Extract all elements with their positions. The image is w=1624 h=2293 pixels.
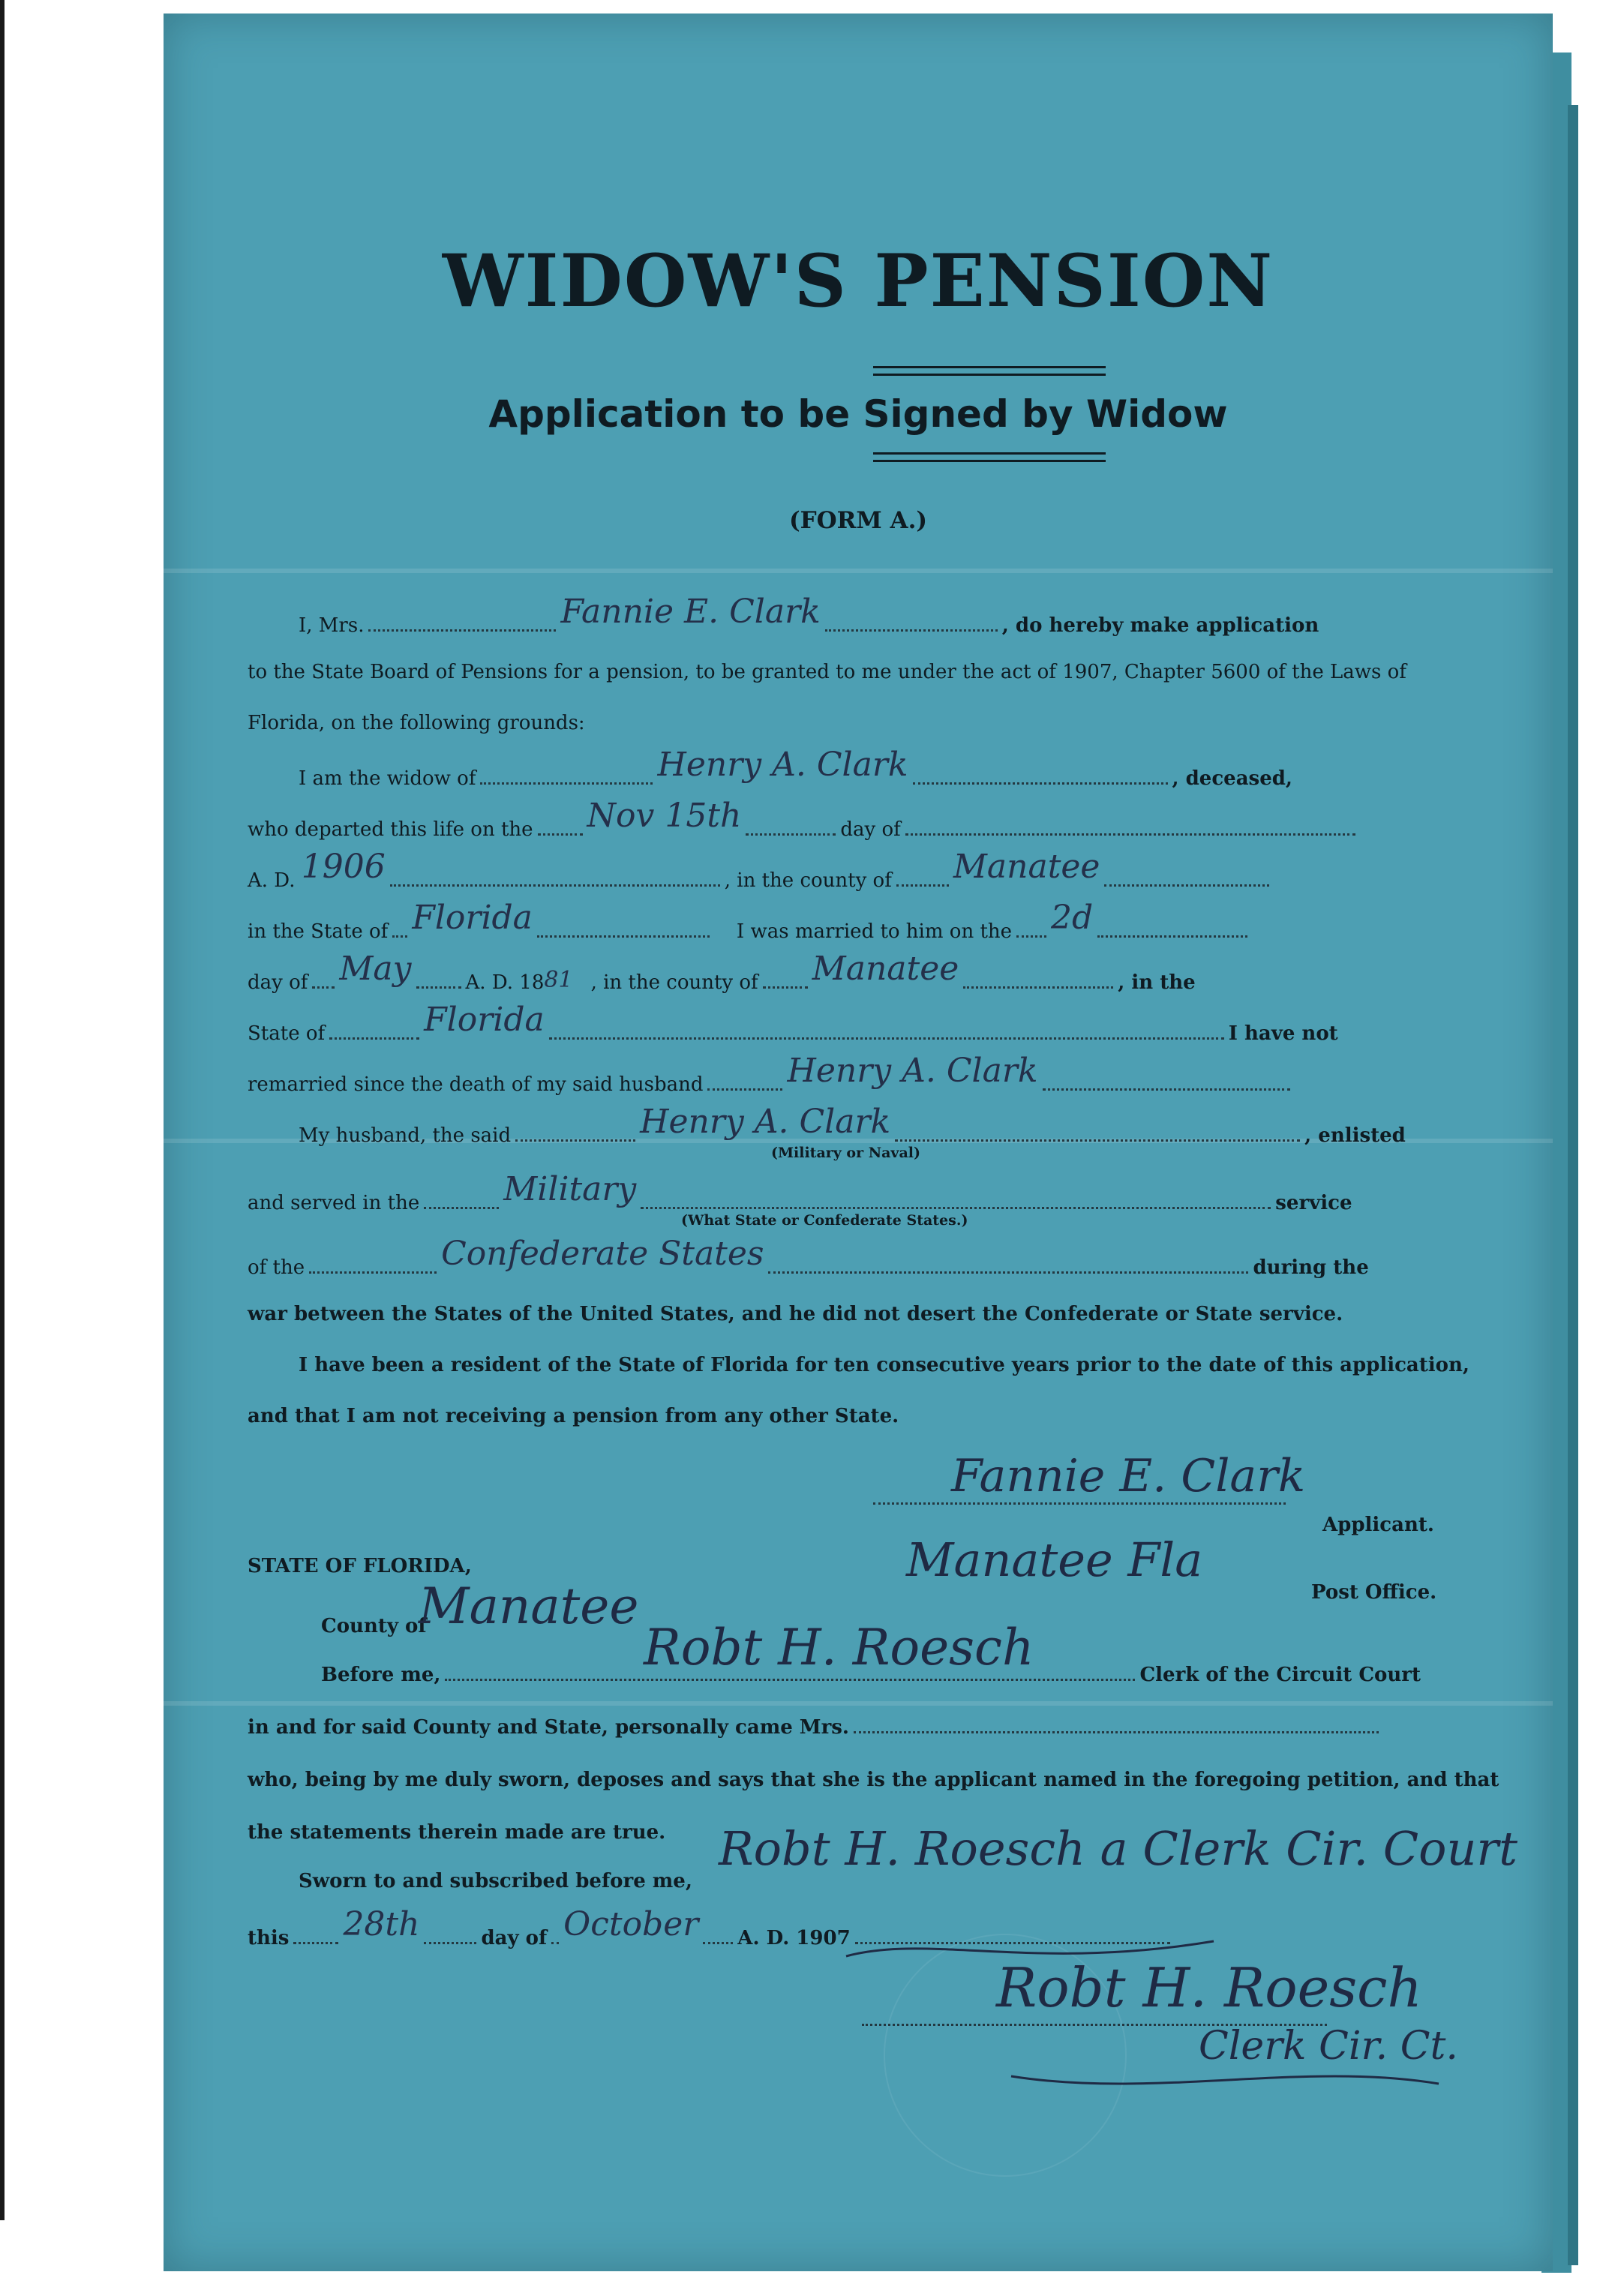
dotted-leader: [905, 833, 1355, 836]
static-text: in and for said County and State, personally came Mrs.: [248, 1716, 849, 1739]
dotted-leader: [368, 629, 556, 632]
dotted-leader: [416, 986, 461, 989]
static-text: during the: [1253, 1256, 1369, 1279]
personally-line: [248, 1705, 1448, 1750]
county-label: County of: [321, 1615, 427, 1637]
dotted-leader: [549, 1037, 1224, 1040]
state-married-line: [248, 899, 1448, 950]
dotted-leader: [641, 1207, 1271, 1209]
dotted-leader: [537, 935, 710, 938]
dotted-leader: [329, 1037, 419, 1040]
static-text: day of: [481, 1927, 548, 1949]
subtitle-rule: [873, 460, 1106, 462]
husband-name-field[interactable]: Henry A. Clark: [657, 746, 908, 784]
title-rule: [873, 374, 1106, 376]
sworn-line-2: the statements therein made are true.: [248, 1821, 666, 1844]
dotted-leader: [1043, 1088, 1290, 1091]
departed-line: [248, 797, 1448, 848]
sworn-day-field[interactable]: 28th: [343, 1905, 420, 1943]
application-line-2: to the State Board of Pensions for a pension, to be granted to me under the act of 1907, Chapter 5600 of the Laws of: [248, 661, 1406, 683]
death-state-field[interactable]: Florida: [412, 899, 533, 937]
back-sheet-edge-2: [1568, 105, 1578, 2265]
remarried-line: [248, 1052, 1448, 1103]
subtitle-rule: [873, 452, 1106, 455]
dotted-leader: [1016, 935, 1046, 938]
dotted-leader: [896, 884, 949, 887]
death-day-field[interactable]: Nov 15th: [587, 797, 742, 835]
husband-said-field[interactable]: Henry A. Clark: [640, 1103, 891, 1141]
static-text: A. D. 18: [465, 971, 545, 994]
dotted-leader: [1104, 884, 1269, 887]
marriage-state-line: [248, 1001, 1448, 1052]
static-text: , in the county of: [724, 869, 892, 892]
dotted-leader: [312, 986, 335, 989]
death-year-field[interactable]: 1906: [301, 848, 386, 886]
dotted-leader: [703, 1942, 733, 1944]
static-text: I, Mrs.: [299, 614, 365, 637]
dotted-leader: [913, 782, 1168, 785]
document-title: WIDOW'S PENSION: [442, 239, 1274, 323]
dotted-leader: [392, 935, 407, 938]
war-line: war between the States of the United States, and he did not desert the Confederate or State service.: [248, 1303, 1343, 1325]
static-text: I am the widow of: [299, 767, 476, 790]
dotted-leader: [763, 986, 808, 989]
marriage-year-field[interactable]: 81: [544, 967, 573, 993]
dotted-leader: [424, 1942, 476, 1944]
clerk-name: Robt H. Roesch: [644, 1619, 1034, 1676]
dotted-leader: [963, 986, 1113, 989]
service-of-field[interactable]: Confederate States: [441, 1235, 764, 1273]
military-hint: (Military or Naval): [771, 1145, 920, 1161]
static-text: day of: [840, 818, 901, 841]
static-text: I have not: [1228, 1022, 1338, 1045]
remarried-name-field[interactable]: Henry A. Clark: [787, 1052, 1038, 1090]
sworn-line-1: who, being by me duly sworn, deposes and says that she is the applicant named in the foregoing petition, and that: [248, 1769, 1499, 1791]
dotted-leader: [1097, 935, 1247, 938]
post-office-label: Post Office.: [1311, 1581, 1437, 1604]
signature-flourish: [839, 1926, 1229, 1971]
applicant-label: Applicant.: [1322, 1514, 1434, 1536]
final-signature: Robt H. Roesch: [996, 1956, 1422, 2019]
static-text: , in the: [1118, 971, 1196, 994]
static-text: A. D.: [248, 869, 296, 892]
dotted-leader: [895, 1139, 1300, 1142]
subscribed-label: Sworn to and subscribed before me,: [299, 1870, 692, 1892]
fold-crease: [164, 569, 1553, 573]
dotted-leader: [293, 1942, 338, 1944]
dotted-leader: [768, 1271, 1248, 1274]
dotted-leader: [309, 1271, 437, 1274]
dotted-leader: [538, 833, 583, 836]
service-type-field[interactable]: Military: [503, 1170, 637, 1208]
death-county-field[interactable]: Manatee: [953, 848, 1100, 886]
marriage-day-field[interactable]: 2d: [1051, 899, 1094, 937]
static-text: I was married to him on the: [736, 920, 1013, 943]
scan-border: [0, 0, 5, 2220]
death-year-line: [248, 848, 1448, 899]
application-line-1: [299, 593, 1499, 644]
static-text: A. D. 1907: [737, 1927, 851, 1949]
static-text: , in the county of: [590, 971, 758, 994]
state-hint: (What State or Confederate States.): [681, 1212, 968, 1229]
static-text: of the: [248, 1256, 305, 1279]
form-label: (FORM A.): [788, 507, 928, 534]
static-text: day of: [248, 971, 308, 994]
static-text: this: [248, 1927, 290, 1949]
sworn-month-field[interactable]: October: [563, 1905, 699, 1943]
static-text: Before me,: [321, 1664, 441, 1686]
dotted-leader: [551, 1942, 559, 1944]
static-text: in the State of: [248, 920, 389, 943]
static-text: , deceased,: [1172, 767, 1292, 790]
signature-flourish: [1004, 2039, 1454, 2099]
dotted-leader: [707, 1088, 782, 1091]
document-subtitle: Application to be Signed by Widow: [488, 392, 1228, 436]
static-text: , do hereby make application: [1001, 614, 1319, 637]
dotted-leader: [746, 833, 836, 836]
dotted-leader: [515, 1139, 635, 1142]
subscribed-signature: Robt H. Roesch a Clerk Cir. Court: [719, 1821, 1517, 1876]
resident-line-1: I have been a resident of the State of Florida for ten consecutive years prior to the date of this application,: [299, 1354, 1469, 1376]
static-text: My husband, the said: [299, 1124, 512, 1147]
affidavit-state-label: STATE OF FLORIDA,: [248, 1555, 472, 1577]
static-text: , enlisted: [1304, 1124, 1406, 1147]
static-text: service: [1275, 1192, 1352, 1214]
applicant-name-field[interactable]: Fannie E. Clark: [560, 593, 821, 631]
post-office-field: Manatee Fla: [906, 1532, 1203, 1587]
marriage-county-field[interactable]: Manatee: [812, 950, 959, 988]
static-text: Clerk of the Circuit Court: [1139, 1664, 1421, 1686]
dotted-leader: [424, 1207, 499, 1209]
dotted-leader: [390, 884, 720, 887]
static-text: State of: [248, 1022, 326, 1045]
marriage-date-line: [248, 950, 1448, 1001]
static-text: remarried since the death of my said husband: [248, 1073, 704, 1096]
signature-leader: [873, 1502, 1286, 1505]
marriage-month-field[interactable]: May: [339, 950, 412, 988]
title-rule: [873, 366, 1106, 368]
dotted-leader: [854, 1731, 1379, 1733]
marriage-state-field[interactable]: Florida: [424, 1001, 545, 1039]
widow-of-line: [299, 746, 1499, 797]
pension-document: [164, 14, 1553, 2271]
county-value: Manatee: [419, 1577, 639, 1635]
applicant-signature: Fannie E. Clark: [951, 1450, 1306, 1502]
dotted-leader: [445, 1679, 1135, 1681]
dotted-leader: [825, 629, 998, 632]
final-title: Clerk Cir. Ct.: [1199, 2024, 1458, 2069]
static-text: and served in the: [248, 1192, 420, 1214]
application-line-3: Florida, on the following grounds:: [248, 712, 585, 734]
dotted-leader: [480, 782, 653, 785]
static-text: who departed this life on the: [248, 818, 533, 841]
of-the-line: [248, 1235, 1448, 1286]
resident-line-2: and that I am not receiving a pension from any other State.: [248, 1405, 899, 1427]
